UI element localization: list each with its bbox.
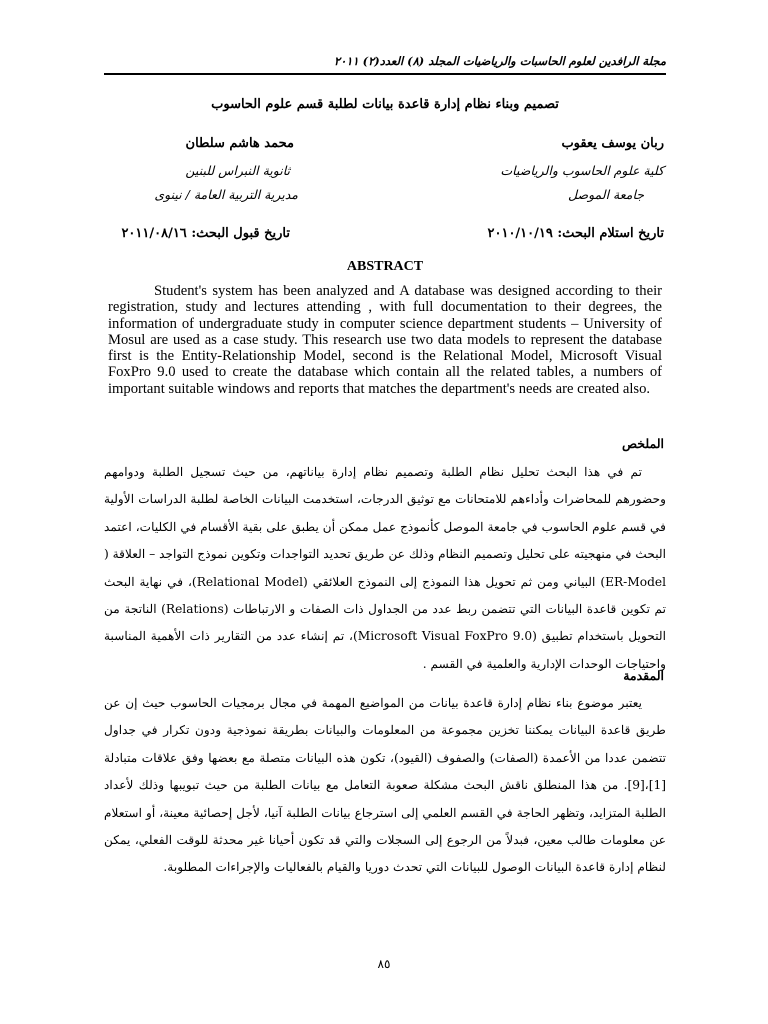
paper-title: تصميم وبناء نظام إدارة قاعدة بيانات لطلبة قسم علوم الحاسوب — [211, 97, 559, 112]
author-1-name: ربان يوسف يعقوب — [561, 136, 664, 151]
author-1-affiliation-1: كلية علوم الحاسوب والرياضيات — [500, 163, 664, 178]
author-2-name: محمد هاشم سلطان — [185, 136, 294, 151]
page-number: ٨٥ — [377, 957, 391, 971]
author-2-affiliation-2: مديرية التربية العامة / نينوى — [154, 187, 298, 202]
abstract-heading: ABSTRACT — [346, 259, 424, 274]
author-1-affiliation-2: جامعة الموصل — [568, 187, 644, 202]
introduction-heading: المقدمة — [623, 668, 664, 683]
received-date: تاريخ استلام البحث: ٢٠١٠/١٠/١٩ — [487, 226, 664, 241]
arabic-abstract-heading: الملخص — [621, 436, 664, 451]
abstract-body: Student's system has been analyzed and A database was designed according to their registration, study and lectures attending , with full documentation to their degrees, the information of undergraduate study in computer science department students – University of Mosul are used as a case study. This research use two data models to represent the database first is the Entity-Relationship Model, second is the Relational Model, Microsoft Visual FoxPro 9.0 used to create the database which contain all the related tables, a numbers of important suitable windows and reports that matches the department's needs are created also. — [108, 283, 662, 397]
journal-header: مجلة الرافدين لعلوم الحاسبات والرياضيات المجلد (٨) العدد(٢) ٢٠١١ — [333, 54, 666, 68]
arabic-abstract-body: تم في هذا البحث تحليل نظام الطلبة وتصميم نظام إدارة بياناتهم، من حيث تسجيل الطلبة ودوامهم وحضورهم للمحاضرات وأداءهم للامتحانات مع توثيق الدرجات، استخدمت البيانات الخاصة لطلبة الدراسات الأولية في قسم علوم الحاسوب في جامعة الموصل كأنموذج عمل ممكن أن يطبق على بقية الأقسام في الكليات، اعتمد البحث في منهجيته على تحليل وتصميم النظام وذلك عن طريق تحديد التواجدات وتكوين نموذج التواجد – العلاقة ( ER-Model) البياني ومن ثم تحويل هذا النموذج إلى النموذج العلائقي (Relational Model)، في نهاية البحث تم تكوين قاعدة البيانات التي تتضمن ربط عدد من الجداول ذات الصفات و الارتباطات (Relations) الناتجة من التحويل باستخدام تطبيق (Microsoft Visual FoxPro 9.0)، تم إنشاء عدد من التقارير ذات الأهمية المناسبة واحتياجات الوحدات الإدارية والعلمية في القسم . — [104, 465, 666, 671]
author-2-affiliation-1: ثانوية النبراس للبنين — [185, 163, 290, 178]
header-rule — [104, 73, 666, 75]
accepted-date: تاريخ قبول البحث: ٢٠١١/٠٨/١٦ — [121, 226, 290, 241]
introduction-body: يعتبر موضوع بناء نظام إدارة قاعدة بيانات من المواضيع المهمة في مجال برمجيات الحاسوب حيث إن عن طريق قاعدة البيانات يمكننا تخزين مجموعة من المعلومات والبيانات بطريقة نموذجية ودون تكرار في جداول تتضمن عددا من الأعمدة (الصفات) والصفوف (القيود)، تكون هذه البيانات متصلة مع بعضها وفق علاقات متبادلة [1]،[9]. من هذا المنطلق ناقش البحث مشكلة صعوبة التعامل مع بيانات الطلبة من حيث تبويبها وذلك لأعداد الطلبة المتزايد، وتظهر الحاجة في القسم العلمي إلى استرجاع بيانات الطلبة آنيا، لأجل إحصائية معينة، أو استعلام عن معلومات طالب معين، فبدلاً من الرجوع إلى السجلات والتي قد تكون أحيانا غير محدثة للوقت الفعلي، يمكن لنظام إدارة قاعدة البيانات الوصول للبيانات التي تحدث دوريا والقيام بالفعاليات والإجراءات المطلوبة. — [104, 696, 666, 875]
